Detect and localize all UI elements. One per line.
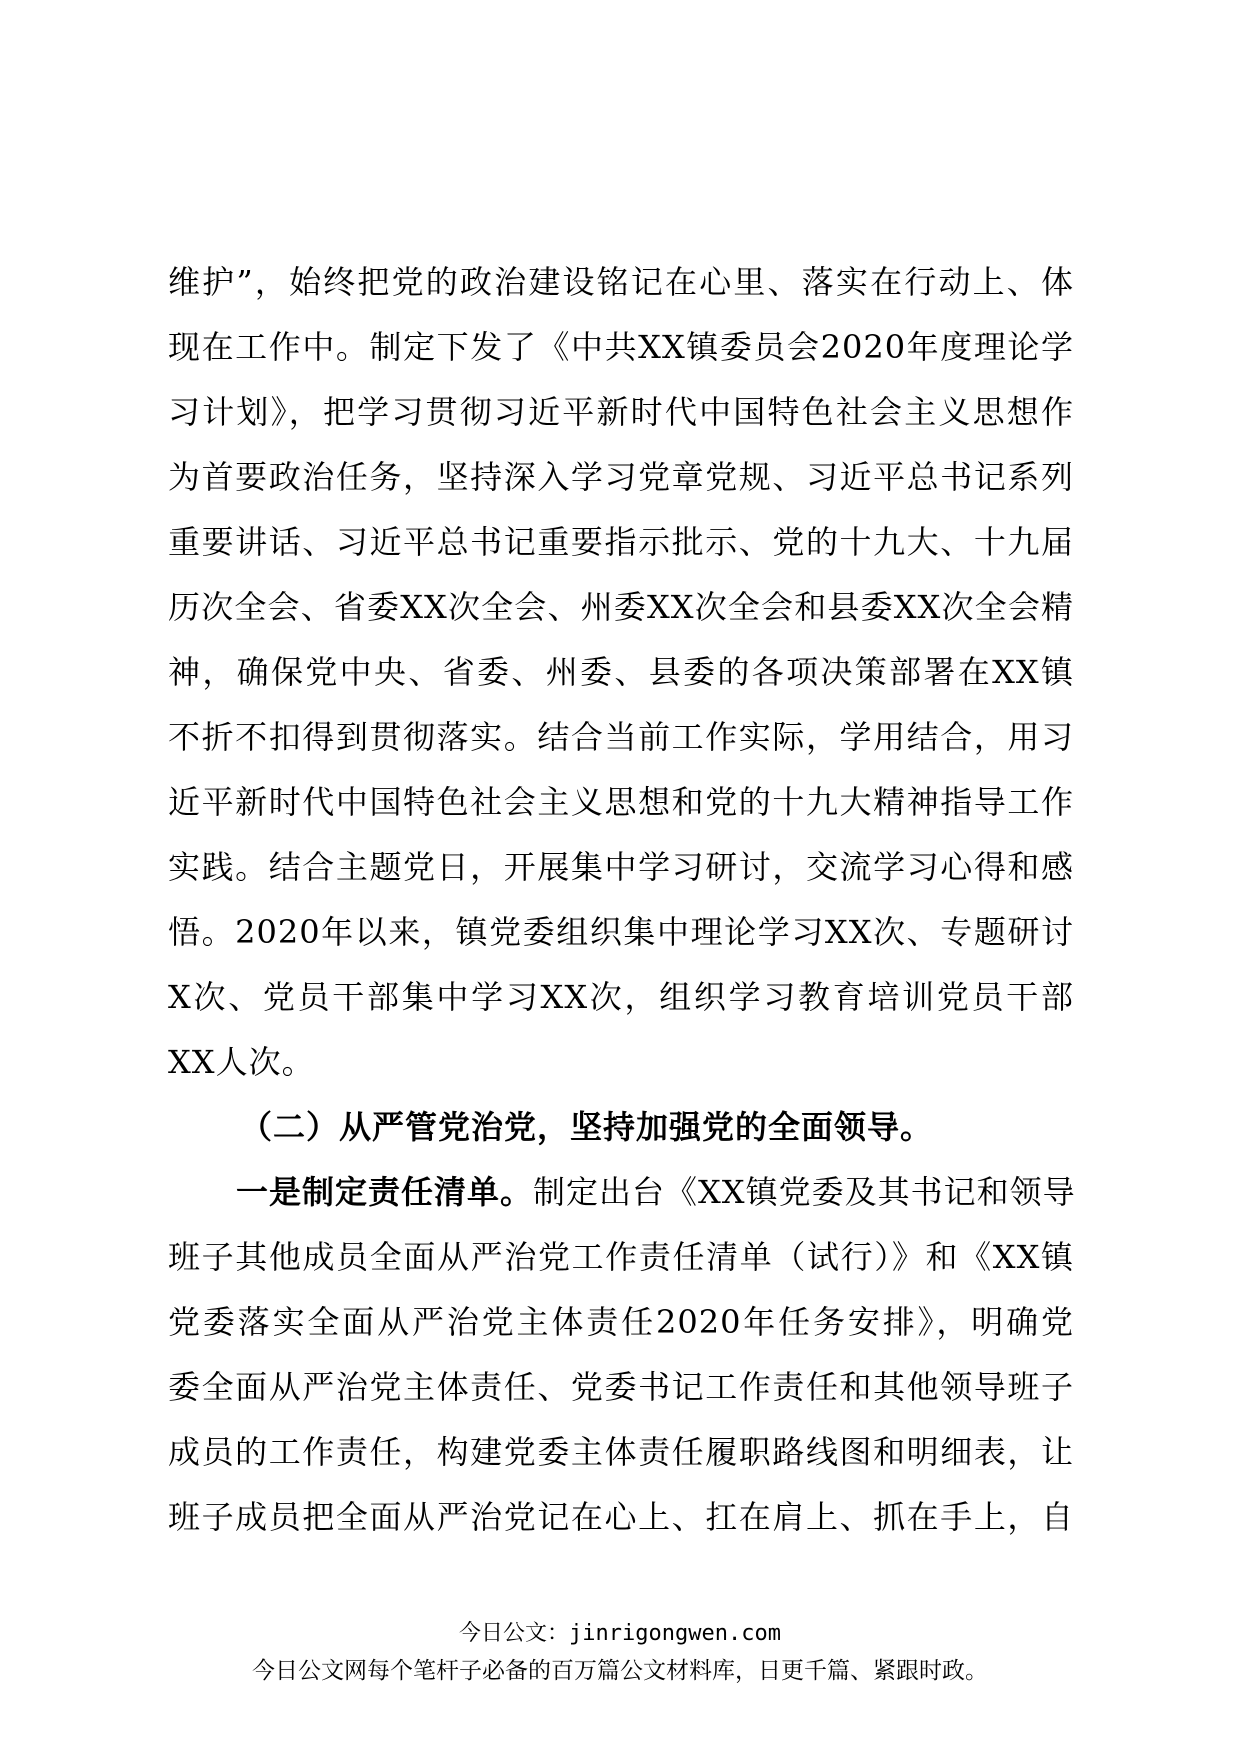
paragraph-line: XX人次。 [168, 1043, 315, 1081]
footer-url-link[interactable]: jinrigongwen.com [569, 1621, 781, 1646]
paragraph-line: 班子其他成员全面从严治党工作责任清单（试行）》和《XX镇 [168, 1238, 1074, 1276]
paragraph-line: 重要讲话、习近平总书记重要指示批示、党的十九大、十九届 [168, 523, 1074, 561]
paragraph-line: 历次全会、省委XX次全会、州委XX次全会和县委XX次全会精 [168, 588, 1074, 626]
paragraph-line: 委全面从严治党主体责任、党委书记工作责任和其他领导班子 [168, 1368, 1074, 1406]
paragraph-line: X次、党员干部集中学习XX次，组织学习教育培训党员干部 [168, 978, 1074, 1016]
paragraph-line: 神，确保党中央、省委、州委、县委的各项决策部署在XX镇 [168, 653, 1074, 691]
footer-tagline: 今日公文网每个笔杆子必备的百万篇公文材料库，日更千篇、紧跟时政。 [252, 1658, 988, 1684]
section-heading: （二）从严管党治党，坚持加强党的全面领导。 [240, 1108, 934, 1146]
paragraph-line: 现在工作中。制定下发了《中共XX镇委员会2020年度理论学 [168, 328, 1074, 366]
paragraph-line: 近平新时代中国特色社会主义思想和党的十九大精神指导工作 [168, 783, 1074, 821]
paragraph-line: 成员的工作责任，构建党委主体责任履职路线图和明细表，让 [168, 1433, 1074, 1471]
paragraph-line: 不折不扣得到贯彻落实。结合当前工作实际，学用结合，用习 [168, 718, 1074, 756]
paragraph-line: 习计划》，把学习贯彻习近平新时代中国特色社会主义思想作 [168, 393, 1074, 431]
footer-source [0, 1616, 1240, 1647]
lead-heading: 一是制定责任清单。 [236, 1173, 534, 1211]
paragraph-line: 维护”，始终把党的政治建设铭记在心里、落实在行动上、体 [168, 263, 1074, 301]
paragraph-line: 为首要政治任务，坚持深入学习党章党规、习近平总书记系列 [168, 458, 1074, 496]
footer-source-label: 今日公文： [459, 1621, 570, 1646]
paragraph-line: 班子成员把全面从严治党记在心上、扛在肩上、抓在手上，自 [168, 1498, 1074, 1536]
paragraph-first-line [168, 1160, 1074, 1225]
paragraph-line: 实践。结合主题党日，开展集中学习研讨，交流学习心得和感 [168, 848, 1074, 886]
document-body [168, 250, 1074, 1550]
paragraph-line: 悟。2020年以来，镇党委组织集中理论学习XX次、专题研讨 [168, 913, 1074, 951]
paragraph-line-text: 制定出台《XX镇党委及其书记和领导 [533, 1173, 1076, 1211]
paragraph-line: 党委落实全面从严治党主体责任2020年任务安排》，明确党 [168, 1303, 1074, 1341]
